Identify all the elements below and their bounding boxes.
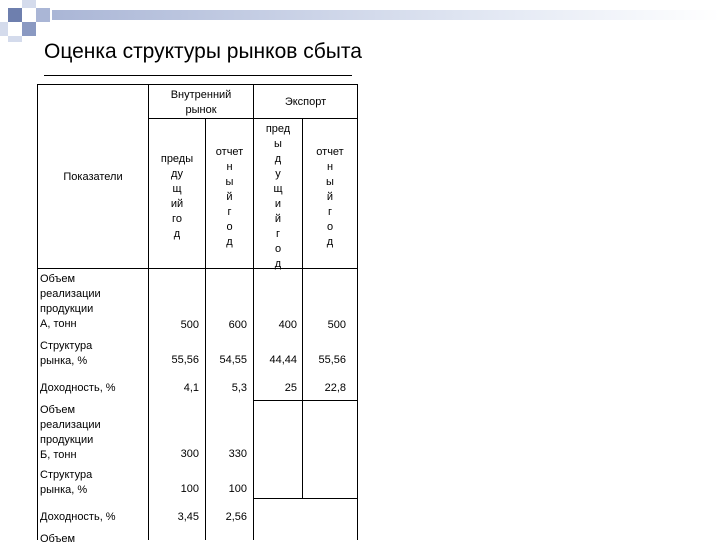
- table-cell: 44,44: [269, 354, 297, 366]
- header-export: Экспорт: [284, 96, 327, 108]
- row-label: Структура рынка, %: [40, 469, 93, 496]
- table-cell: 400: [278, 319, 297, 331]
- row-divider-header: [37, 268, 357, 269]
- row-label: Объем: [40, 533, 76, 545]
- table-border-top: [37, 84, 357, 85]
- table-cell: 330: [228, 448, 247, 460]
- subheader-export-previous-year: пред ы д у щ и й г о д: [265, 123, 291, 270]
- row-divider-b2: [253, 498, 357, 499]
- table-cell: 54,55: [219, 354, 247, 366]
- header-indicators: Показатели: [63, 171, 123, 183]
- row-label: Структура рынка, %: [40, 340, 93, 367]
- table-cell: 300: [180, 448, 199, 460]
- table-border-right: [357, 84, 358, 540]
- table-cell: 25: [284, 382, 297, 394]
- subheader-export-reporting-year: отчет н ы й г о д: [316, 146, 344, 248]
- row-label: Объем реализации продукции А, тонн: [40, 273, 101, 330]
- table-cell: 600: [228, 319, 247, 331]
- table-cell: 55,56: [171, 354, 199, 366]
- subheader-internal-previous-year: преды ду щ ий го д: [160, 153, 194, 240]
- row-label: Доходность, %: [40, 382, 116, 394]
- slide-title: Оценка структуры рынков сбыта: [44, 40, 362, 63]
- table-cell: 3,45: [177, 511, 199, 523]
- table-cell: 100: [180, 483, 199, 495]
- table-border-left: [37, 84, 38, 540]
- row-divider-b: [253, 400, 357, 401]
- row-label: Доходность, %: [40, 511, 116, 523]
- table-cell: 100: [228, 483, 247, 495]
- table-cell: 5,3: [231, 382, 247, 394]
- table-cell: 500: [327, 319, 346, 331]
- row-divider-subheader: [148, 118, 357, 119]
- table-cell: 55,56: [318, 354, 346, 366]
- table-cell: 22,8: [324, 382, 346, 394]
- table-cell: 2,56: [225, 511, 247, 523]
- header-internal-market: Внутренний рынок: [170, 89, 232, 116]
- table-cell: 500: [180, 319, 199, 331]
- subheader-internal-reporting-year: отчет н ы й г о д: [215, 146, 244, 248]
- row-label: Объем реализации продукции Б, тонн: [40, 404, 101, 461]
- table-cell: 4,1: [183, 382, 199, 394]
